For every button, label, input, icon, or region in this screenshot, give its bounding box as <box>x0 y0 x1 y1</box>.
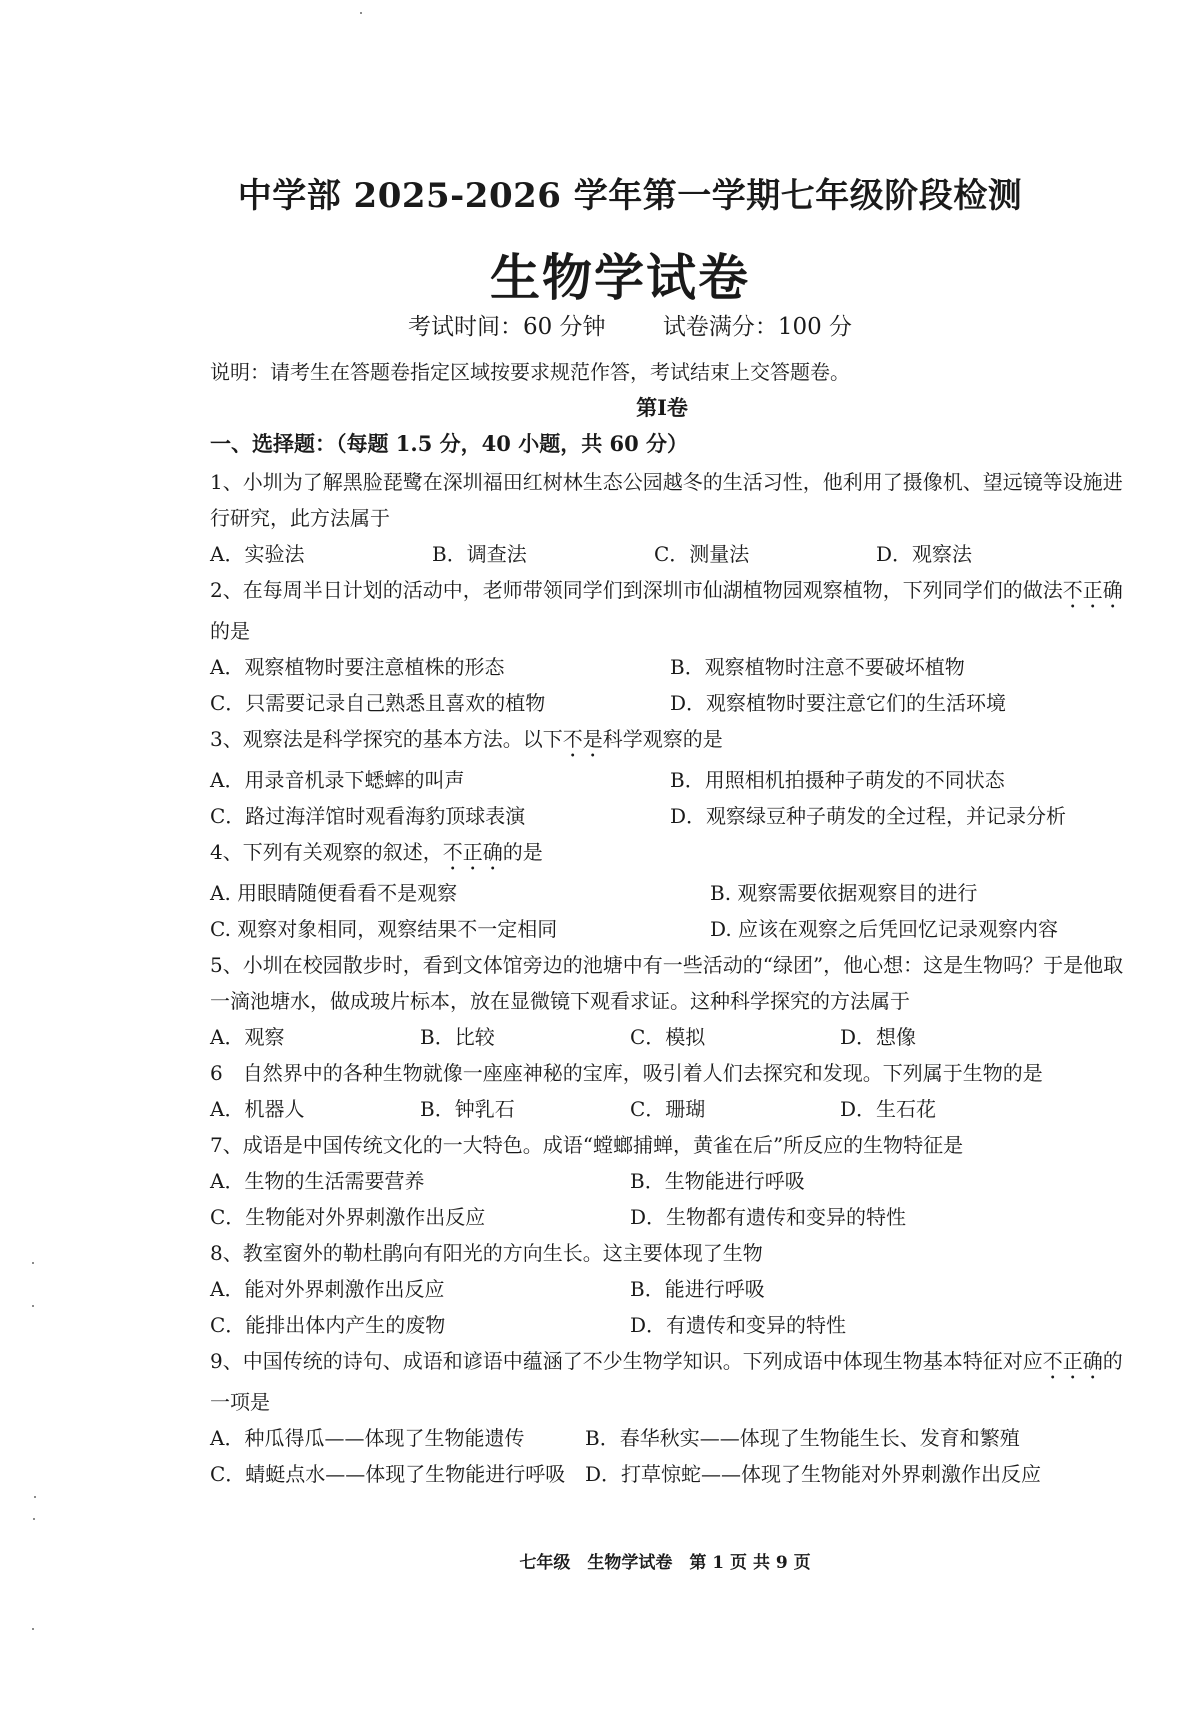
option-c: C．模拟 <box>630 1025 706 1049</box>
page-footer: 七年级 生物学试卷 第 1 页 共 9 页 <box>519 1553 811 1573</box>
option-b: B．生物能进行呼吸 <box>630 1169 805 1193</box>
exam-info <box>30 308 1200 341</box>
option-list <box>210 762 1130 834</box>
stem-text: 2、在每周半日计划的活动中，老师带领同学们到深圳市仙湖植物园观察植物，下列同学们的做法 <box>210 578 1063 602</box>
option-a: A．机器人 <box>210 1097 305 1121</box>
option-c: C．生物能对外界刺激作出反应 <box>210 1205 486 1229</box>
instructions: 说明：请考生在答题卷指定区域按要求规范作答，考试结束上交答题卷。 <box>210 360 850 384</box>
section-heading: 一、选择题：（每题 1.5 分，40 小题，共 60 分） <box>210 431 689 456</box>
stem-text: 的是 <box>210 619 250 643</box>
option-c: C．路过海洋馆时观看海豹顶球表演 <box>210 804 526 828</box>
stem-text: 9、中国传统的诗句、成语和谚语中蕴涵了不少生物学知识。下列成语中体现生物基本特征对应 <box>210 1349 1043 1373</box>
option-a: A．用录音机录下蟋蟀的叫声 <box>210 768 465 792</box>
option-list <box>210 536 1130 572</box>
scan-speck <box>32 1628 34 1630</box>
option-list <box>210 1420 1130 1492</box>
option-list <box>210 1091 1130 1127</box>
option-list <box>210 1271 1130 1343</box>
question-stem: 5、小圳在校园散步时，看到文体馆旁边的池塘中有一些活动的“绿团”，他心想：这是生物吗？于是他取一滴池塘水，做成玻片标本，放在显微镜下观看求证。这种科学探究的方法属于 <box>210 953 1124 1013</box>
option-list <box>210 875 1130 947</box>
question-4 <box>210 834 1130 947</box>
question-6 <box>210 1055 1130 1127</box>
option-b: B．春华秋实——体现了生物能生长、发育和繁殖 <box>585 1426 1020 1450</box>
full-score: 试卷满分：100 分 <box>662 314 853 340</box>
question-stem <box>210 834 1130 875</box>
option-b: B．用照相机拍摄种子萌发的不同状态 <box>670 768 1005 792</box>
option-a: A. 用眼睛随便看看不是观察 <box>210 881 458 905</box>
option-d: D．打草惊蛇——体现了生物能对外界刺激作出反应 <box>585 1462 1042 1486</box>
option-d: D．观察法 <box>876 542 973 566</box>
question-9 <box>210 1343 1130 1492</box>
volume-title: 第Ⅰ卷 <box>636 395 688 420</box>
question-stem: 1、小圳为了解黑脸琵鹭在深圳福田红树林生态公园越冬的生活习性，他利用了摄像机、望远镜等设施进行研究，此方法属于 <box>210 470 1123 530</box>
question-5 <box>210 947 1130 1055</box>
option-c: C．珊瑚 <box>630 1097 706 1121</box>
option-a: A．能对外界刺激作出反应 <box>210 1277 445 1301</box>
option-d: D．观察植物时要注意它们的生活环境 <box>670 691 1007 715</box>
question-stem: 6 自然界中的各种生物就像一座座神秘的宝库，吸引着人们去探究和发现。下列属于生物的是 <box>210 1061 1043 1085</box>
option-d: D．有遗传和变异的特性 <box>630 1313 847 1337</box>
question-3 <box>210 721 1130 834</box>
exam-header: 中学部 2025-2026 学年第一学期七年级阶段检测 <box>237 176 1023 216</box>
stem-text: 科学观察的是 <box>602 727 723 751</box>
question-2 <box>210 572 1130 721</box>
stem-emphasis: 不是 <box>562 727 603 751</box>
question-stem <box>210 1343 1130 1420</box>
question-list <box>210 464 1130 1492</box>
stem-text: 的一项是 <box>210 1349 1123 1414</box>
question-stem <box>210 721 1130 762</box>
scan-speck <box>32 1262 34 1264</box>
option-list <box>210 649 1130 721</box>
option-d: D．生物都有遗传和变异的特性 <box>630 1205 907 1229</box>
option-a: A．生物的生活需要营养 <box>210 1169 425 1193</box>
option-a: A．实验法 <box>210 542 305 566</box>
question-7 <box>210 1127 1130 1235</box>
option-a: A．种瓜得瓜——体现了生物能遗传 <box>210 1426 525 1450</box>
option-b: B．能进行呼吸 <box>630 1277 765 1301</box>
question-stem: 7、成语是中国传统文化的一大特色。成语“螳螂捕蝉，黄雀在后”所反应的生物特征是 <box>210 1133 964 1157</box>
exam-time: 考试时间：60 分钟 <box>407 314 606 340</box>
scan-speck <box>34 1496 36 1498</box>
option-d: D．生石花 <box>840 1097 937 1121</box>
option-d: D．观察绿豆种子萌发的全过程，并记录分析 <box>670 804 1067 828</box>
question-8 <box>210 1235 1130 1343</box>
stem-emphasis: 不正确 <box>1042 1349 1103 1373</box>
stem-text: 的是 <box>502 840 543 864</box>
stem-text: 4、下列有关观察的叙述， <box>210 840 443 864</box>
option-b: B．观察植物时注意不要破坏植物 <box>670 655 965 679</box>
question-stem <box>210 572 1130 649</box>
stem-emphasis: 不正确 <box>1062 578 1123 602</box>
option-b: B．钟乳石 <box>420 1097 515 1121</box>
option-list <box>210 1163 1130 1235</box>
scan-speck <box>360 12 362 14</box>
scan-speck <box>32 1305 34 1307</box>
option-c: C．蜻蜓点水——体现了生物能进行呼吸 <box>210 1462 566 1486</box>
stem-text: 3、观察法是科学探究的基本方法。以下 <box>210 727 563 751</box>
option-list <box>210 1019 1130 1055</box>
option-b: B．比较 <box>420 1025 495 1049</box>
option-a: A．观察 <box>210 1025 285 1049</box>
option-b: B．调查法 <box>432 542 527 566</box>
option-c: C．测量法 <box>654 542 750 566</box>
option-c: C．只需要记录自己熟悉且喜欢的植物 <box>210 691 546 715</box>
option-d: D．想像 <box>840 1025 917 1049</box>
option-c: C．能排出体内产生的废物 <box>210 1313 446 1337</box>
option-a: A．观察植物时要注意植株的形态 <box>210 655 505 679</box>
option-d: D. 应该在观察之后凭回忆记录观察内容 <box>710 917 1059 941</box>
question-stem: 8、教室窗外的勒杜鹃向有阳光的方向生长。这主要体现了生物 <box>210 1241 763 1265</box>
stem-emphasis: 不正确 <box>442 840 503 864</box>
option-c: C. 观察对象相同，观察结果不一定相同 <box>210 917 558 941</box>
question-1 <box>210 464 1130 572</box>
exam-title: 生物学试卷 <box>490 248 750 307</box>
option-b: B. 观察需要依据观察目的进行 <box>710 881 978 905</box>
scan-speck <box>33 1518 35 1520</box>
